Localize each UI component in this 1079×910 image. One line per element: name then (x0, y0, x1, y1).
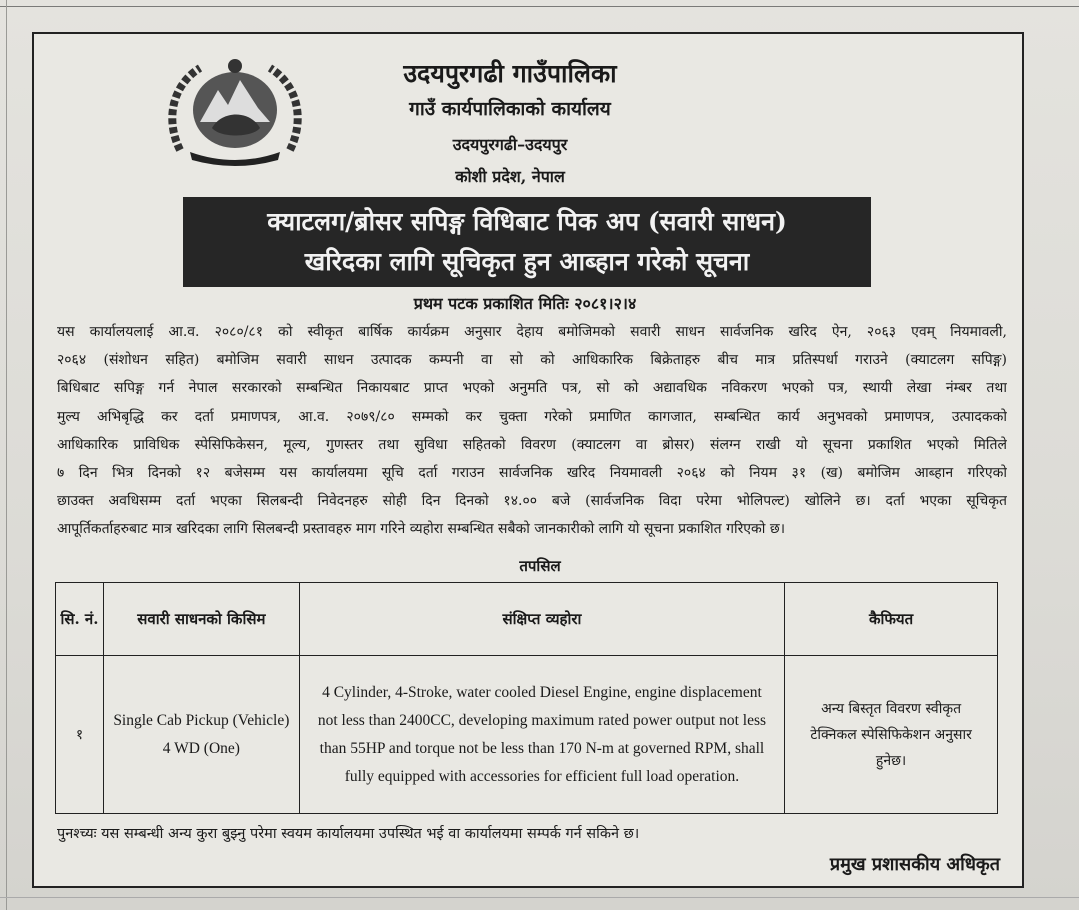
table-row (56, 656, 998, 814)
office-name: गाउँ कार्यपालिकाको कार्यालय (409, 98, 611, 120)
schedule-title: तपसिल (519, 557, 561, 575)
table-header-row (56, 583, 998, 656)
province-name: कोशी प्रदेश, नेपाल (455, 167, 565, 186)
body-line: बिधिबाट सपिङ्ग गर्न नेपाल सरकारको सम्बन्धित निकायबाट प्राप्त भएको अनुमति पत्र, सो को अद्यावधिक नविकरण भएको पत्र, स्थायी लेखा नंम्बर तथा (57, 380, 1007, 397)
office-address: उदयपुरगढी–उदयपुर (452, 135, 568, 154)
body-line: आधिकारिक प्राविधिक स्पेसिफिकेसन, मूल्य, गुणस्तर तथा सुविधा सहितको विवरण (क्याटलग वा ब्रोसर) संलग्न राखी यो सूचना प्रकाशित भएको मितिले (57, 436, 1007, 453)
page-top-rule (0, 6, 1079, 7)
cell-vehicle-type: Single Cab Pickup (Vehicle) 4 WD (One) (103, 656, 299, 814)
notice-title-banner (183, 197, 871, 287)
body-line: मुल्य अभिबृद्धि कर दर्ता प्रमाणपत्र, आ.व. २०७९/८० सम्मको कर चुक्ता गरेको प्रमाणित कागजात, सम्बन्धित कार्य अनुभवको प्रमाणपत्र, उत्पादकको (57, 408, 1007, 425)
header-description: संक्षिप्त व्यहोरा (299, 583, 784, 656)
publication-date: प्रथम पटक प्रकाशित मितिः २०८१।२।४ (413, 294, 637, 313)
body-line: आपूर्तिकर्ताहरुबाट मात्र खरिदका लागि सिलबन्दी प्रस्तावहरु माग गरिने व्यहोरा सम्बन्धित सबैको जानकारीको लागि यो सूचना प्रकाशित गरिएको छ। (57, 521, 785, 538)
body-line: छाउक्त अवधिसम्म दर्ता भएका सिलबन्दी निवेदनहरु सोही दिन दिनको १४.०० बजे (सार्वजनिक विदा परेमा भोलिपल्ट) खोलिने छ। दर्ता भएका सूचिकृत (57, 493, 1007, 510)
postscript-note: पुनश्च्यः यस सम्बन्धी अन्य कुरा बुझ्नु परेमा स्वयम कार्यालयमा उपस्थित भई वा कार्यालयमा सम्पर्क गर्न सकिने छ। (57, 826, 640, 842)
cell-serial: १ (56, 656, 104, 814)
notice-body (57, 318, 1007, 544)
body-line: यस कार्यालयलाई आ.व. २०८०/८१ को स्वीकृत बार्षिक कार्यक्रम अनुसार देहाय बमोजिमको सवारी साधन सार्वजनिक खरिद ऐन, २०६३ एवम् नियमावली, (57, 324, 1007, 340)
banner-line-1: क्याटलग/ब्रोसर सपिङ्ग विधिबाट पिक अप (सवारी साधन) (267, 207, 787, 236)
body-line: ७ दिन भित्र दिनको १२ बजेसम्म यस कार्यालयमा सूचि दर्ता गराउन सार्वजनिक खरिद नियमावली २०६४ को नियम ३१ (ख) बमोजिम आब्हान गरिएको (57, 465, 1007, 482)
body-line: २०६४ (संशोधन सहित) बमोजिम सवारी साधन उत्पादक कम्पनी वा सो को आधिकारिक बिक्रेताहरु बीच मात्र प्रतिस्पर्धा गराउने (क्याटलग सपिङ्ग) (57, 352, 1007, 369)
page-left-rule (6, 0, 7, 910)
banner-line-2: खरिदका लागि सूचिकृत हुन आब्हान गरेको सूचना (304, 247, 750, 276)
header-serial: सि. नं. (56, 583, 104, 656)
municipality-name: उदयपुरगढी गाउँपालिका (403, 59, 617, 88)
page-bottom-rule (0, 897, 1079, 898)
header-remarks: कैफियत (785, 583, 998, 656)
vehicle-spec-table (55, 582, 998, 814)
cell-description: 4 Cylinder, 4-Stroke, water cooled Diesel Engine, engine displacement not less than 2400CC, developing maximum rated power output not less than 55HP and torque not be less than 170 N-m at governed RPM, shall fully equipped with accessories for efficient full load operation. (299, 656, 784, 814)
cell-remarks: अन्य बिस्तृत विवरण स्वीकृत टेक्निकल स्पेसिफिकेशन अनुसार हुनेछ। (785, 656, 998, 814)
signatory-title: प्रमुख प्रशासकीय अधिकृत (829, 854, 1000, 875)
nepal-government-emblem-icon (160, 50, 310, 168)
header-vehicle-type: सवारी साधनको किसिम (103, 583, 299, 656)
